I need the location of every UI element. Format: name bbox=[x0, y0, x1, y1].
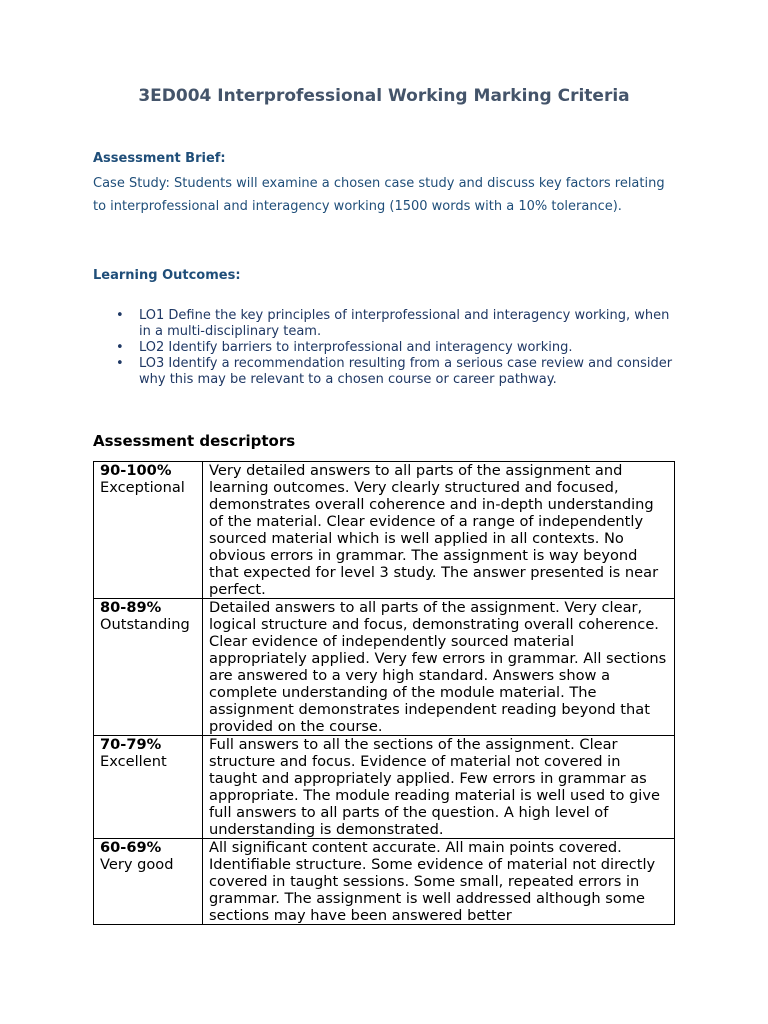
table-row bbox=[94, 462, 675, 599]
grade-label: Outstanding bbox=[100, 616, 190, 633]
bullet-icon: • bbox=[116, 356, 124, 371]
grade-band-cell bbox=[94, 462, 203, 599]
learning-outcome-text: LO1 Define the key principles of interprofessional and interagency working, when in a multi-disciplinary team. bbox=[139, 308, 670, 339]
grade-band: 60-69% bbox=[100, 839, 162, 856]
grade-label: Excellent bbox=[100, 753, 167, 770]
bullet-icon: • bbox=[116, 308, 124, 323]
grade-band-cell bbox=[94, 839, 203, 925]
learning-outcome-text: LO3 Identify a recommendation resulting from a serious case review and consider why this may be relevant to a chosen course or career pathway. bbox=[139, 356, 673, 387]
learning-outcome-item bbox=[116, 340, 679, 356]
learning-outcome-text: LO2 Identify barriers to interprofessional and interagency working. bbox=[139, 340, 573, 355]
learning-outcomes-heading: Learning Outcomes: bbox=[93, 268, 241, 283]
grade-band: 70-79% bbox=[100, 736, 162, 753]
assessment-brief-heading: Assessment Brief: bbox=[93, 151, 226, 166]
learning-outcomes-list bbox=[116, 308, 679, 388]
document-title: 3ED004 Interprofessional Working Marking Criteria bbox=[138, 86, 630, 106]
grade-description: Detailed answers to all parts of the assignment. Very clear, logical structure and focus, demonstrating overall coherence. Clear evidence of independently sourced material appropriately applied. Very few errors in grammar. All sections are answered to a very high standard. Answers show a complete understanding of the module material. The assignment demonstrates independent reading beyond that provided on the course. bbox=[203, 599, 675, 736]
table-row bbox=[94, 736, 675, 839]
table-row bbox=[94, 839, 675, 925]
grade-band: 80-89% bbox=[100, 599, 162, 616]
learning-outcome-item bbox=[116, 356, 679, 388]
grade-description: Full answers to all the sections of the assignment. Clear structure and focus. Evidence of material not covered in taught and appropriately applied. Few errors in grammar as appropriate. The module reading material is well used to give full answers to all parts of the question. A high level of understanding is demonstrated. bbox=[203, 736, 675, 839]
bullet-icon: • bbox=[116, 340, 124, 355]
grade-band: 90-100% bbox=[100, 462, 172, 479]
learning-outcome-item bbox=[116, 308, 679, 340]
assessment-descriptors-heading: Assessment descriptors bbox=[93, 432, 296, 450]
table-row bbox=[94, 599, 675, 736]
grade-band-cell bbox=[94, 736, 203, 839]
grade-description: All significant content accurate. All main points covered. Identifiable structure. Some evidence of material not directly covered in taught sessions. Some small, repeated errors in grammar. The assignment is well addressed although some sections may have been answered better bbox=[203, 839, 675, 925]
grade-label: Exceptional bbox=[100, 479, 185, 496]
assessment-descriptors-table bbox=[93, 461, 675, 925]
assessment-brief-text: Case Study: Students will examine a chosen case study and discuss key factors relating to interprofessional and interagency working (1500 words with a 10% tolerance). bbox=[93, 176, 665, 214]
grade-label: Very good bbox=[100, 856, 174, 873]
grade-description: Very detailed answers to all parts of the assignment and learning outcomes. Very clearly structured and focused, demonstrates overall coherence and in-depth understanding of the material. Clear evidence of a range of independently sourced material which is well applied in all contexts. No obvious errors in grammar. The assignment is way beyond that expected for level 3 study. The answer presented is near perfect. bbox=[203, 462, 675, 599]
grade-band-cell bbox=[94, 599, 203, 736]
